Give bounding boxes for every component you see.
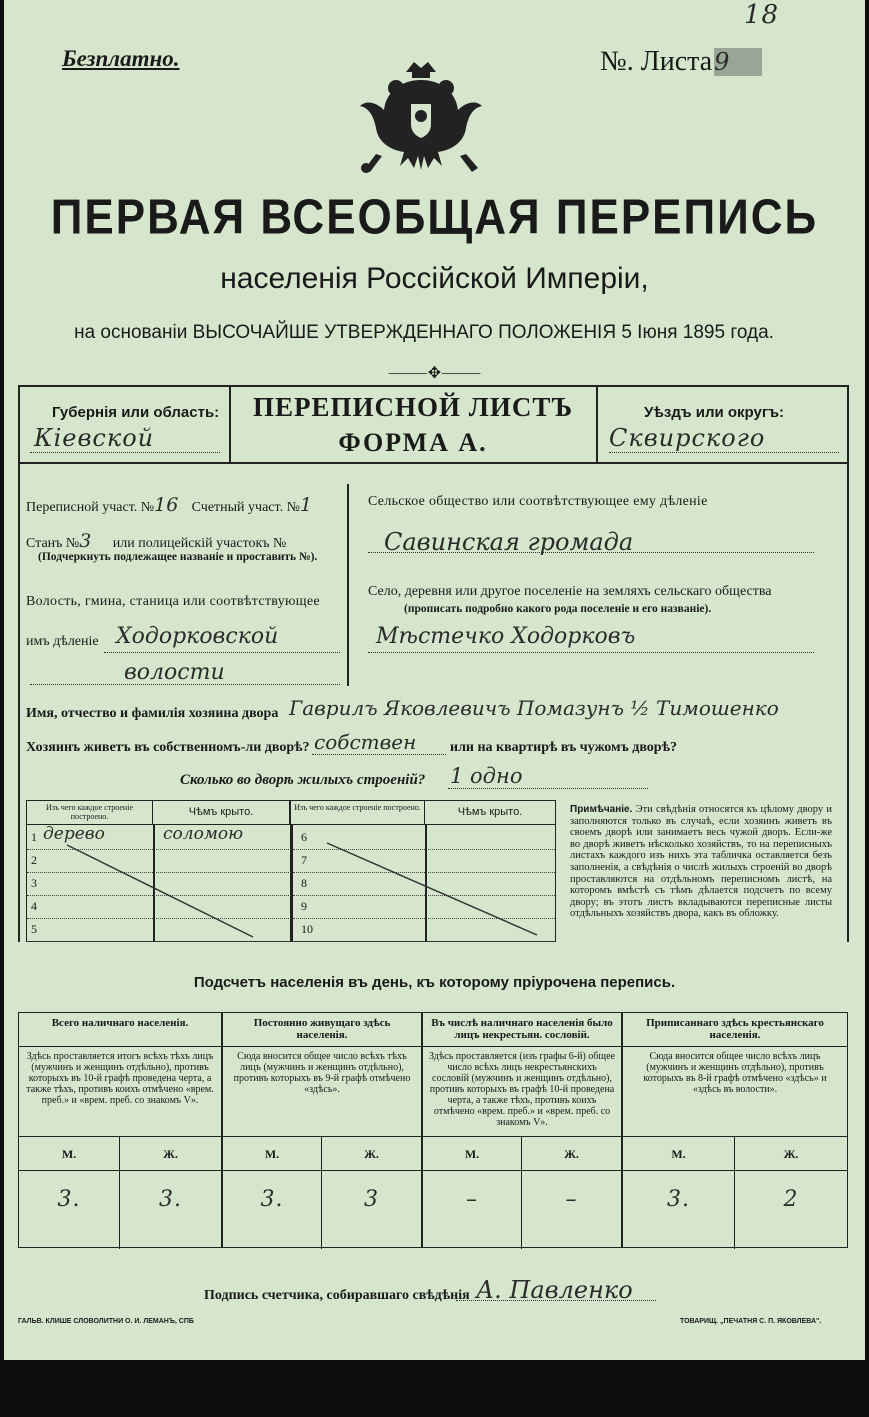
building-row: 10 <box>293 919 555 942</box>
underline-note: (Подчеркнуть подлежащее названіе и проставить №). <box>38 551 318 563</box>
buildings-table: Изъ чего каждое строеніе построено. Чѣмъ крыто. Изъ чего каждое строеніе построено. Чѣмъ крыто. 1 дерево соломою 2 3 4 5 6 7 8 9 10 <box>26 800 556 942</box>
buildings-answer: 1 одно <box>450 764 523 788</box>
building-row: 3 <box>27 873 291 896</box>
footer-left: ГАЛЬВ. КЛИШЕ СЛОВОЛИТНИ О. И. ЛЕМАНЪ, СПБ <box>18 1318 194 1325</box>
building-row: 2 <box>27 850 291 873</box>
society-value: Савинская громада <box>384 528 634 556</box>
district-value: Сквирского <box>609 424 766 452</box>
imperial-eagle-emblem <box>356 58 486 176</box>
owner-lives-label-2: или на квартирѣ въ чужомъ дворѣ? <box>450 740 677 755</box>
strike-lines <box>27 825 555 941</box>
ornament: ⸻✥⸻ <box>387 365 482 382</box>
main-title: ПЕРВАЯ ВСЕОБЩАЯ ПЕРЕПИСЬ <box>50 190 819 245</box>
form-label: ФОРМА А. <box>338 428 488 457</box>
owner-name-row: Имя, отчество и фамилія хозяина двора <box>26 706 279 721</box>
basis-line: на основаніи ВЫСОЧАЙШЕ УТВЕРЖДЕННАГО ПОЛОЖЕНІЯ 5 Іюня 1895 года. <box>74 322 774 343</box>
population-column: Въ числѣ наличнаго населенія было лицъ некрестьян. сословій. Здѣсь проставляется (изъ графы 6-й) общее число всѣхъ лицъ некрестьянскихъ сословій (мужчинъ и женщинъ отдѣльно), противъ которыхъ въ графѣ 10-й проведена черта, а также тѣхъ, противъ коихъ отмѣчено «врем. преб.» и «врем. преб. со знакомъ V». М. Ж. – – <box>422 1012 622 1248</box>
owner-name-value: Гаврилъ Яковлевичъ Помазунъ ½ Тимошенко <box>289 696 779 720</box>
building-row: 6 <box>293 827 555 850</box>
stan-row: Станъ №3 или полицейскій участокъ № <box>26 530 287 552</box>
building-row: 7 <box>293 850 555 873</box>
building-row: 9 <box>293 896 555 919</box>
volost-label-2: имъ дѣленіе <box>26 634 99 649</box>
owner-lives-value: собствен <box>314 730 417 754</box>
volost-value: Ходорковской <box>116 624 279 649</box>
village-value: Мѣстечко Ходорковъ <box>376 624 636 649</box>
building-row: 4 <box>27 896 291 919</box>
signature-value: А. Павленко <box>476 1276 633 1304</box>
population-column: Приписаннаго здѣсь крестьянскаго населенія. Сюда вносится общее число всѣхъ лицъ (мужчинъ и женщинъ отдѣльно), противъ которыхъ въ 8-й графѣ отмѣчено «здѣсь» и «здѣсь въ волости». М. Ж. 3. 2 <box>622 1012 848 1248</box>
building-row: 1 дерево соломою <box>27 827 291 850</box>
village-label: Село, деревня или другое поселеніе на земляхъ сельскаго общества <box>368 584 772 599</box>
subtitle: населенія Россійской Имперіи, <box>220 262 649 295</box>
volost-label: Волость, гмина, станица или соотвѣтствующее <box>26 594 320 609</box>
corner-note: 18 <box>744 0 780 30</box>
population-table <box>18 1012 848 1248</box>
footer-right: ТОВАРИЩ. „ПЕЧАТНЯ С. П. ЯКОВЛЕВА". <box>680 1318 822 1325</box>
volost-value-2: волости <box>124 660 225 685</box>
sheet-title: ПЕРЕПИСНОЙ ЛИСТЪ <box>252 392 574 422</box>
population-column: Всего наличнаго населенія. Здѣсь проставляется итогъ всѣхъ тѣхъ лицъ (мужчинъ и женщинъ отдѣльно), противъ которыхъ въ 10-й графѣ проведена черта, а также тѣхъ, противъ коихъ отмѣчено «врем. преб.» и «врем. преб. со знакомъ V». М. Ж. 3. 3. <box>18 1012 222 1248</box>
sheet-number-label: №. Листа9 <box>600 46 762 78</box>
village-note: (прописать подробно какого рода поселеніе и его названіе). <box>404 603 712 615</box>
owner-lives-row: Хозяинъ живетъ въ собственномъ-ли дворѣ? <box>26 740 310 755</box>
census-area-row: Переписной участ. №16 Счетный участ. №1 <box>26 494 313 516</box>
district-label: Уѣздъ или округъ: <box>644 404 785 421</box>
population-column: Постоянно живущаго здѣсь населенія. Сюда вносится общее число всѣхъ тѣхъ лицъ (мужчинъ и женщинъ отдѣльно), противъ которыхъ въ 9-й графѣ отмѣчено «здѣсь». М. Ж. 3. 3 <box>222 1012 422 1248</box>
note-block: Примѣчаніе. Эти свѣдѣнія относятся къ цѣлому двору и заполняются только въ случаѣ, если хозяинъ живетъ въ своемъ дворѣ или занимаетъ весь чужой дворъ. Если-же во дворѣ живетъ нѣсколько хозяйствъ, то на переписныхъ листахъ каждого изъ нихъ эта табличка оставляется безъ заполненія, а свѣдѣнія о числѣ жилыхъ строеній во дворѣ проставляются на отдѣльномъ переписномъ листѣ, на которомъ вмѣстѣ съ тѣмъ дѣлается подсчетъ по всему двору; въ этотъ листъ вкладываются переписные листы отдѣльныхъ хозяйствъ двора, какъ въ обложку. <box>570 804 833 920</box>
building-row: 5 <box>27 919 291 942</box>
society-label: Сельское общество или соотвѣтствующее ему дѣленіе <box>368 494 708 509</box>
sheet-number-value: 9 <box>714 48 762 76</box>
signature-label: Подпись счетчика, собиравшаго свѣдѣнія <box>204 1288 470 1303</box>
census-sheet <box>4 0 865 1417</box>
scan-margin <box>4 1360 865 1417</box>
population-heading: Подсчетъ населенія въ день, къ которому пріурочена перепись. <box>193 974 676 991</box>
province-value: Кіевской <box>34 424 155 452</box>
buildings-question: Сколько во дворѣ жилыхъ строеній? <box>180 772 426 788</box>
free-label: Безплатно. <box>62 46 180 71</box>
building-row: 8 <box>293 873 555 896</box>
province-label: Губернія или область: <box>52 404 220 421</box>
